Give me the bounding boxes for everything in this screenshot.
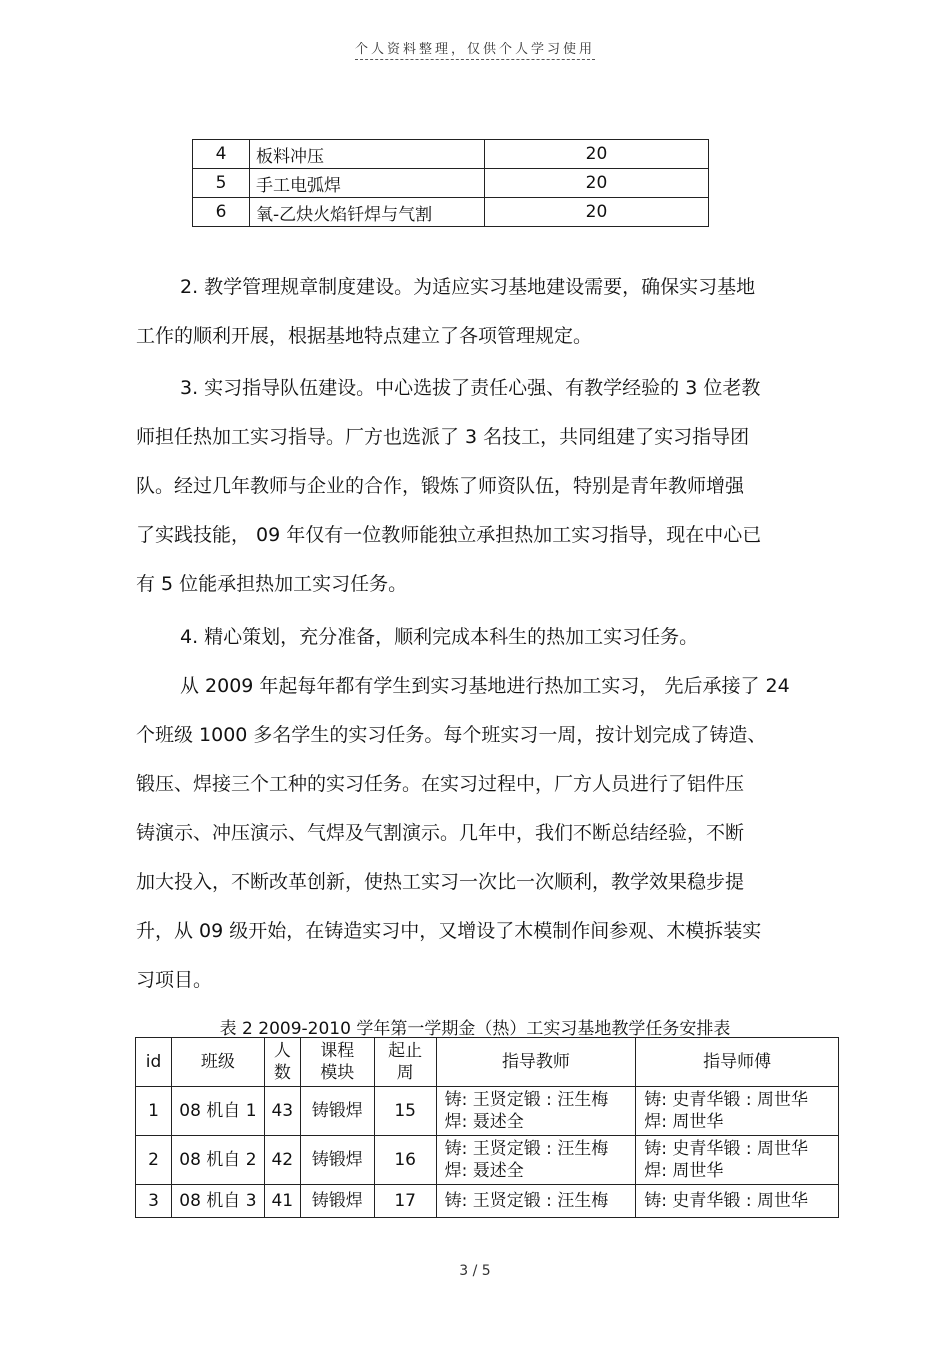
- paragraph-planning: [136, 613, 866, 662]
- training-hours-table: [192, 139, 709, 227]
- header-teacher: 指导教师: [436, 1038, 636, 1087]
- text-line: 2. 教学管理规章制度建设。为适应实习基地建设需要，确保实习基地: [180, 276, 756, 298]
- cell-master: 铸: 史青华锻 : 周世华 焊: 周世华: [636, 1087, 839, 1136]
- cell-count: 43: [264, 1087, 300, 1136]
- cell-teacher: 铸: 王贤定锻 : 汪生梅: [436, 1185, 636, 1218]
- text-line: 习项目。: [136, 969, 213, 991]
- cell-module: 铸锻焊: [300, 1185, 374, 1218]
- text-line: 从 2009 年起每年都有学生到实习基地进行热加工实习， 先后承接了 24: [180, 675, 790, 697]
- cell-master: 铸: 史青华锻 : 周世华: [636, 1185, 839, 1218]
- text-line: 有 5 位能承担热加工实习任务。: [136, 573, 408, 595]
- header-module: 课程 模块: [300, 1038, 374, 1087]
- table-caption: 表 2 2009-2010 学年第一学期金（热）工实习基地教学任务安排表: [219, 1019, 731, 1039]
- table-row: [193, 198, 709, 227]
- cell-hours: 20: [485, 198, 709, 227]
- cell-id: 6: [193, 198, 250, 227]
- cell-name: 板料冲压: [250, 140, 485, 169]
- table-header-row: [136, 1038, 839, 1087]
- table-row: [193, 140, 709, 169]
- schedule-table: [135, 1037, 839, 1218]
- paragraph-regulations: [136, 263, 866, 361]
- cell-master: 铸: 史青华锻 : 周世华 焊: 周世华: [636, 1136, 839, 1185]
- header-count: 人 数: [264, 1038, 300, 1087]
- paragraph-history: [136, 662, 866, 1005]
- cell-id: 1: [136, 1087, 172, 1136]
- cell-id: 4: [193, 140, 250, 169]
- text-line: 升，从 09 级开始，在铸造实习中，又增设了木模制作间参观、木模拆装实: [136, 920, 762, 942]
- text-line: 了实践技能， 09 年仅有一位教师能独立承担热加工实习指导，现在中心已: [136, 524, 762, 546]
- text-line: 3. 实习指导队伍建设。中心选拔了责任心强、有教学经验的 3 位老教: [180, 377, 761, 399]
- page-header: [0, 38, 950, 57]
- text-line: 个班级 1000 多名学生的实习任务。每个班实习一周，按计划完成了铸造、: [136, 724, 767, 746]
- cell-teacher: 铸: 王贤定锻 : 汪生梅 焊: 聂述全: [436, 1087, 636, 1136]
- cell-module: 铸锻焊: [300, 1136, 374, 1185]
- header-id: id: [136, 1038, 172, 1087]
- table-row: [136, 1185, 839, 1218]
- cell-class: 08 机自 3: [171, 1185, 264, 1218]
- cell-id: 3: [136, 1185, 172, 1218]
- cell-module: 铸锻焊: [300, 1087, 374, 1136]
- text-line: 师担任热加工实习指导。厂方也选派了 3 名技工，共同组建了实习指导团: [136, 426, 750, 448]
- text-line: 加大投入，不断改革创新，使热工实习一次比一次顺利，教学效果稳步提: [136, 871, 745, 893]
- header-week: 起止 周: [374, 1038, 436, 1087]
- cell-hours: 20: [485, 169, 709, 198]
- cell-hours: 20: [485, 140, 709, 169]
- header-class: 班级: [171, 1038, 264, 1087]
- cell-name: 氧-乙炔火焰钎焊与气割: [250, 198, 485, 227]
- header-text: 个人资料整理，仅供个人学习使用: [355, 42, 595, 60]
- cell-week: 15: [374, 1087, 436, 1136]
- cell-count: 42: [264, 1136, 300, 1185]
- cell-id: 5: [193, 169, 250, 198]
- text-line: 4. 精心策划，充分准备，顺利完成本科生的热加工实习任务。: [180, 626, 699, 648]
- text-line: 工作的顺利开展，根据基地特点建立了各项管理规定。: [136, 325, 593, 347]
- table-row: [136, 1136, 839, 1185]
- cell-count: 41: [264, 1185, 300, 1218]
- cell-name: 手工电弧焊: [250, 169, 485, 198]
- cell-class: 08 机自 2: [171, 1136, 264, 1185]
- paragraph-instructors: [136, 364, 866, 609]
- cell-class: 08 机自 1: [171, 1087, 264, 1136]
- table-row: [193, 169, 709, 198]
- cell-teacher: 铸: 王贤定锻 : 汪生梅 焊: 聂述全: [436, 1136, 636, 1185]
- cell-id: 2: [136, 1136, 172, 1185]
- text-line: 锻压、焊接三个工种的实习任务。在实习过程中，厂方人员进行了铝件压: [136, 773, 745, 795]
- text-line: 铸演示、冲压演示、气焊及气割演示。几年中，我们不断总结经验，不断: [136, 822, 745, 844]
- table-row: [136, 1087, 839, 1136]
- text-line: 队。经过几年教师与企业的合作，锻炼了师资队伍，特别是青年教师增强: [136, 475, 745, 497]
- cell-week: 16: [374, 1136, 436, 1185]
- cell-week: 17: [374, 1185, 436, 1218]
- header-master: 指导师傅: [636, 1038, 839, 1087]
- page-number: 3 / 5: [459, 1263, 491, 1279]
